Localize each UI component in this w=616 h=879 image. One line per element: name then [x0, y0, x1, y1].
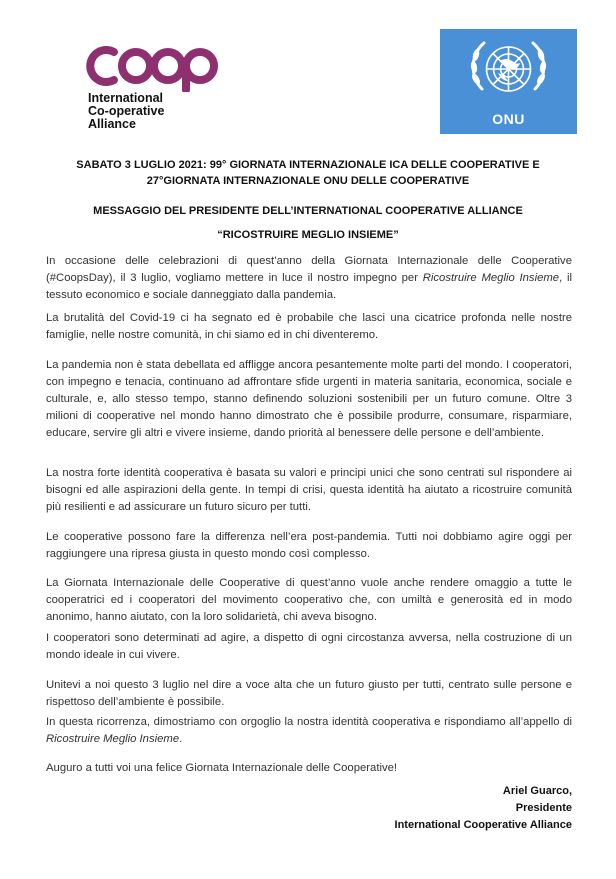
header-title: [48, 157, 568, 189]
signature-name: Ariel Guarco,: [502, 785, 572, 797]
onu-logo: [440, 29, 577, 134]
ica-coop-logo: [86, 40, 226, 140]
signature-role: Presidente: [515, 802, 572, 814]
paragraph-2: La brutalità del Covid-19 ci ha segnato ed è probabile che lasci una cicatrice profonda nelle nostre famiglie, nelle nostre comunità, in chi siamo ed in chi diventeremo.: [46, 312, 572, 341]
paragraph-1-emphasis: Ricostruire Meglio Insieme: [422, 272, 560, 284]
paragraph-7: I cooperatori sono determinati ad agire, a dispetto di ogni circostanza avversa, nella costruzione di un mondo ideale in cui vivere.: [46, 632, 572, 661]
paragraph-3: La pandemia non è stata debellata ed affligge ancora pesantemente molte parti del mondo. I cooperatori, con impegno e tenacia, continuano ad affrontare sfide urgenti in materia sanitaria, economica, sociale e culturale, e, allo stesso tempo, stanno definendo soluzioni sostenibili per un futuro comune. Oltre 3 milioni di cooperative nel mondo hanno dimostrato che è possibile produrre, consumare, risparmiare, educare, servire gli altri e vivere insieme, dando priorità al benessere delle persone e dell’ambiente.: [46, 359, 572, 439]
coop-line-3: Alliance: [88, 117, 136, 131]
paragraph-1-text-a: In occasione delle celebrazioni di quest’anno della Giornata Internazionale delle Cooperative (#CoopsDay), il 3 luglio, vogliamo mettere in luce il nostro impegno per: [46, 255, 572, 284]
paragraph-1-text-b: , il tessuto economico e sociale danneggiato dalla pandemia.: [46, 272, 572, 301]
signature-org: International Cooperative Alliance: [394, 819, 572, 831]
paragraph-8: Unitevi a noi questo 3 luglio nel dire a voce alta che un futuro giusto per tutti, centrato sulle persone e rispettoso dell’ambiente è possibile.: [46, 679, 572, 708]
paragraph-9: [46, 714, 572, 748]
paragraph-5: Le cooperative possono fare la differenza nell’era post-pandemia. Tutti noi dobbiamo agire oggi per raggiungere una ripresa giusta in questo mondo così complesso.: [46, 531, 572, 560]
paragraph-6: La Giornata Internazionale delle Cooperative di quest’anno vuole anche rendere omaggio a tutte le cooperatrici ed i cooperatori del movimento cooperativo che, con umiltà e generosità ed in modo anonimo, hanno aiutato, con la loro solidarietà, chi aveva bisogno.: [46, 577, 572, 623]
paragraph-10: Auguro a tutti voi una felice Giornata Internazionale delle Cooperative!: [46, 762, 398, 774]
header-line-1: SABATO 3 LUGLIO 2021: 99° GIORNATA INTERNAZIONALE ICA DELLE COOPERATIVE E: [76, 159, 540, 171]
paragraph-9-text-b: .: [179, 733, 183, 745]
header-line-2: 27°GIORNATA INTERNAZIONALE ONU DELLE COOPERATIVE: [146, 175, 470, 187]
paragraph-9-text-a: In questa ricorrenza, dimostriamo con orgoglio la nostra identità cooperativa e rispondiamo all’appello di: [46, 716, 572, 728]
paragraph-4: La nostra forte identità cooperativa è basata su valori e principi unici che sono centrati sul rispondere ai bisogni ed alle aspirazioni della gente. In tempi di crisi, questa identità ha aiutato a ricostruire comunità più resilienti e ad assicurare un futuro sicuro per tutti.: [46, 467, 572, 513]
header-motto: “RICOSTRUIRE MEGLIO INSIEME”: [217, 229, 399, 241]
paragraph-9-emphasis: Ricostruire Meglio Insieme: [46, 733, 180, 745]
coop-logo-text: [88, 92, 164, 131]
paragraph-1: [46, 253, 572, 304]
coop-line-2: Co-operative: [88, 104, 165, 118]
header-subtitle: MESSAGGIO DEL PRESIDENTE DELL’INTERNATIONAL COOPERATIVE ALLIANCE: [93, 205, 523, 217]
signature-block: [395, 783, 572, 834]
coop-wordmark-graphic: [86, 40, 226, 92]
onu-label: ONU: [492, 111, 525, 127]
coop-line-1: International: [88, 91, 164, 105]
